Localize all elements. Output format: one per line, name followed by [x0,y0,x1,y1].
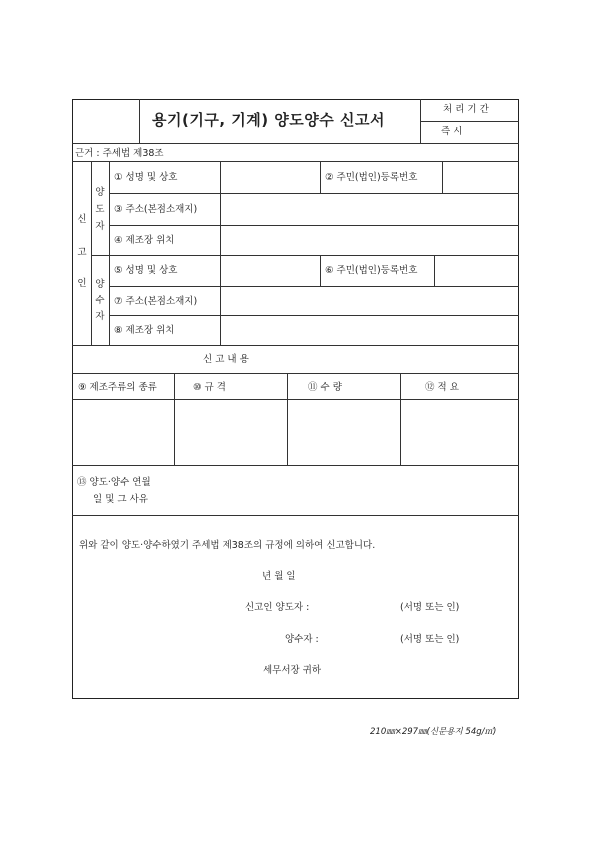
field-label-5: ⑤ 성명 및 상호 [114,265,178,276]
divider [91,161,92,345]
liquor-type-cell[interactable] [73,400,173,464]
field-label-1: ① 성명 및 상호 [114,172,178,183]
remarks-cell[interactable] [401,400,518,464]
column-header-spec: ⑩ 규 격 [193,382,226,393]
transferee-name-input[interactable] [221,256,319,285]
processing-period-value: 즉 시 [441,126,463,137]
content-heading: 신 고 내 용 [203,354,249,365]
legal-basis: 근거 : 주세법 제38조 [75,148,164,159]
transferor-char-1: 양 [95,187,105,198]
transferor-address-input[interactable] [221,194,518,224]
transferee-char-1: 양 [95,279,105,290]
divider [72,373,519,374]
field-label-4: ④ 제조장 위치 [114,235,175,246]
form-title: 용기(기구, 기계) 양도양수 신고서 [152,111,385,129]
divider [420,121,519,122]
reason-label-line-2: 일 및 그 사유 [93,494,148,505]
reason-label-line-1: ⑬ 양도·양수 연월 [77,477,151,488]
processing-period-label: 처 리 기 간 [443,104,489,115]
reason-input[interactable] [175,466,518,514]
transferee-sign-note: (서명 또는 인) [400,634,460,645]
paper-spec-footer: 210㎜×297㎜(신문용지 54g/㎡) [370,727,497,737]
transferor-char-2: 도 [95,204,105,215]
transferor-factory-input[interactable] [221,226,518,254]
date-line: 년 월 일 [262,571,296,582]
column-header-quantity: ⑪ 수 량 [308,382,342,393]
divider [72,345,519,346]
transferee-factory-input[interactable] [221,316,518,344]
addressee: 세무서장 귀하 [263,665,322,676]
transferor-signer-label: 신고인 양도자 : [245,602,310,613]
transferor-name-input[interactable] [221,162,319,192]
divider [320,161,321,193]
reporter-char-1: 신 [77,214,87,225]
divider [139,99,140,143]
field-label-2: ② 주민(법인)등록번호 [325,172,418,183]
quantity-cell[interactable] [288,400,399,464]
field-label-8: ⑧ 제조장 위치 [114,325,175,336]
reporter-char-2: 고 [77,247,87,258]
divider [72,515,519,516]
transferor-sign-note: (서명 또는 인) [400,602,460,613]
transferee-signer-label: 양수자 : [285,634,319,645]
divider [109,161,110,345]
transferor-char-3: 자 [95,221,105,232]
declaration-text: 위와 같이 양도·양수하였기 주세법 제38조의 규정에 의하여 신고합니다. [79,540,376,551]
field-label-6: ⑥ 주민(법인)등록번호 [325,265,418,276]
column-header-liquor-type: ⑨ 제조주류의 종류 [78,382,157,393]
divider [72,143,519,144]
transferor-signature-field[interactable] [320,598,395,616]
spec-cell[interactable] [175,400,286,464]
transferee-signature-field[interactable] [320,630,395,648]
column-header-remarks: ⑫ 적 요 [425,382,459,393]
transferee-id-input[interactable] [435,256,518,285]
divider [320,255,321,286]
transferee-char-3: 자 [95,311,105,322]
transferor-id-input[interactable] [443,162,518,192]
transferee-char-2: 수 [95,295,105,306]
field-label-7: ⑦ 주소(본점소재지) [114,296,198,307]
reporter-char-3: 인 [77,278,87,289]
transferee-address-input[interactable] [221,287,518,314]
field-label-3: ③ 주소(본점소재지) [114,204,198,215]
